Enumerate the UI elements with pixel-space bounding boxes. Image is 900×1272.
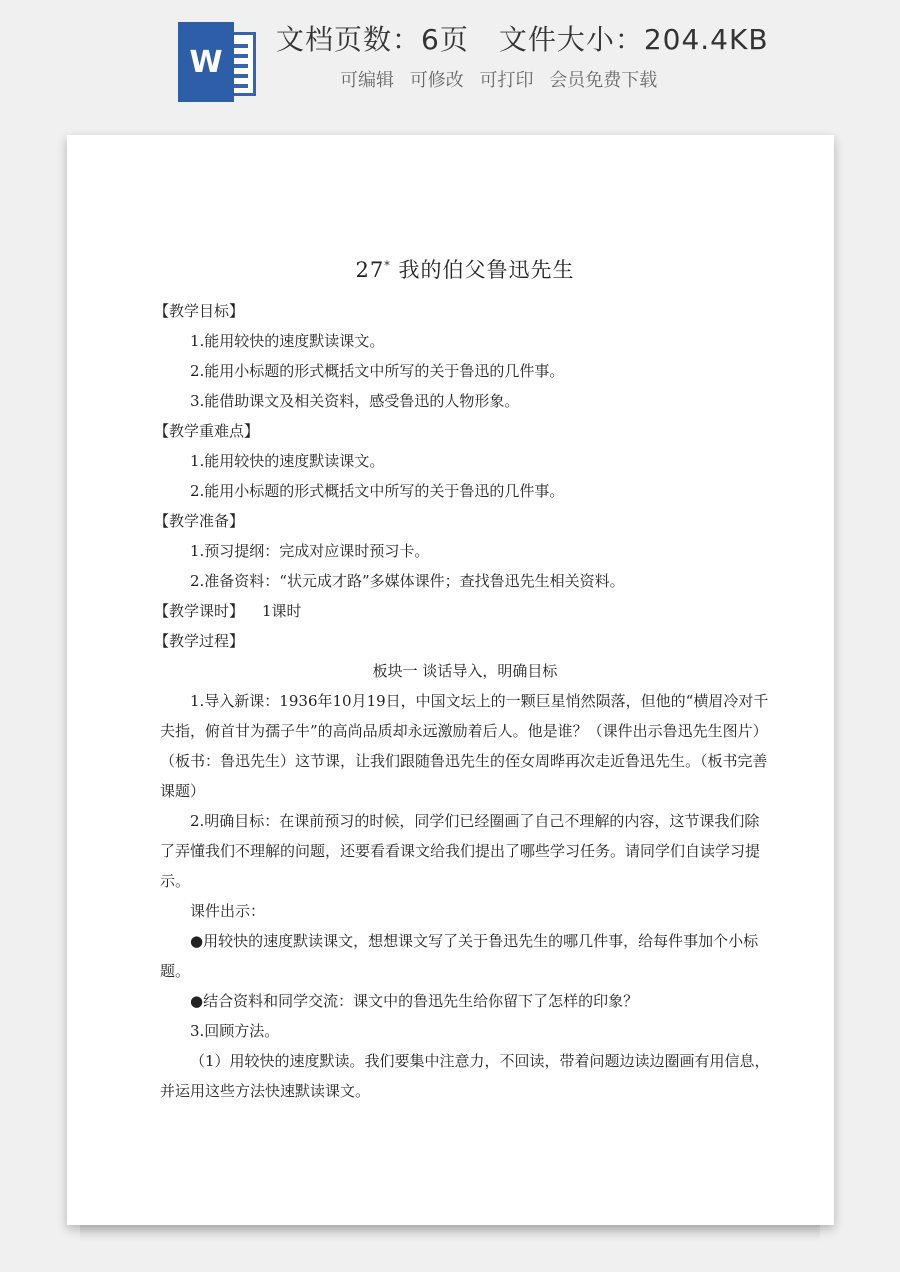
document-body: [154, 250, 770, 1106]
section-heading-hours: 【教学课时】 1课时: [154, 602, 302, 620]
feature-editable: 可编辑: [340, 70, 394, 91]
lesson-hours: 1课时: [262, 602, 302, 620]
process-paragraph: 2.明确目标：在课前预习的时候，同学们已经圈画了自己不理解的内容，这节课我们除了弄懂我们不理解的问题，还要看看课文给我们提出了哪些学习任务。请同学们自读学习提示。: [160, 812, 761, 890]
key-item: 2.能用小标题的形式概括文中所写的关于鲁迅的几件事。: [190, 482, 565, 500]
file-info: [276, 18, 769, 58]
page-shadow: [80, 1222, 820, 1242]
process-paragraph: （1）用较快的速度默读。我们要集中注意力，不回读，带着问题边读边圈画有用信息，并运用这些方法快速默读课文。: [160, 1052, 770, 1100]
prep-item: 2.准备资料：“状元成才路”多媒体课件；查找鲁迅先生相关资料。: [190, 572, 625, 590]
word-icon-letter: W: [178, 22, 234, 102]
process-paragraph: 1.导入新课：1936年10月19日，中国文坛上的一颗巨星悄然陨落，但他的“横眉冷对千夫指，俯首甘为孺子牛”的高尚品质却永远激励着后人。他是谁？（课件出示鲁迅先生图片）（板书：鲁迅先生）这节课，让我们跟随鲁迅先生的侄女周晔再次走近鲁迅先生。（板书完善课题）: [160, 692, 769, 800]
goal-item: 1.能用较快的速度默读课文。: [190, 332, 385, 350]
section-heading-goals: 【教学目标】: [154, 302, 245, 320]
goal-item: 2.能用小标题的形式概括文中所写的关于鲁迅的几件事。: [190, 362, 565, 380]
section-heading-key: 【教学重难点】: [154, 422, 260, 440]
bullet-item: ●结合资料和同学交流：课文中的鲁迅先生给你留下了怎样的印象？: [190, 992, 639, 1010]
page-count: 文档页数：6页: [276, 23, 469, 56]
word-document-icon: [178, 22, 258, 102]
section-heading-process: 【教学过程】: [154, 632, 245, 650]
block-title: 板块一 谈话导入，明确目标: [372, 662, 558, 680]
key-item: 1.能用较快的速度默读课文。: [190, 452, 385, 470]
feature-list: [340, 66, 657, 92]
file-size: 文件大小：204.4KB: [498, 23, 769, 56]
feature-free-download: 会员免费下载: [549, 70, 658, 91]
bullet-item: ●用较快的速度默读课文，想想课文写了关于鲁迅先生的哪几件事，给每件事加个小标题。: [160, 932, 759, 980]
download-header: [0, 0, 900, 120]
prep-item: 1.预习提纲：完成对应课时预习卡。: [190, 542, 430, 560]
feature-modifiable: 可修改: [409, 70, 464, 91]
section-heading-prep: 【教学准备】: [154, 512, 245, 530]
feature-printable: 可打印: [479, 70, 534, 91]
goal-item: 3.能借助课文及相关资料，感受鲁迅的人物形象。: [190, 392, 520, 410]
process-paragraph: 3.回顾方法。: [190, 1022, 280, 1040]
document-title: 27* 我的伯父鲁迅先生: [355, 258, 575, 282]
process-paragraph: 课件出示：: [190, 902, 266, 920]
